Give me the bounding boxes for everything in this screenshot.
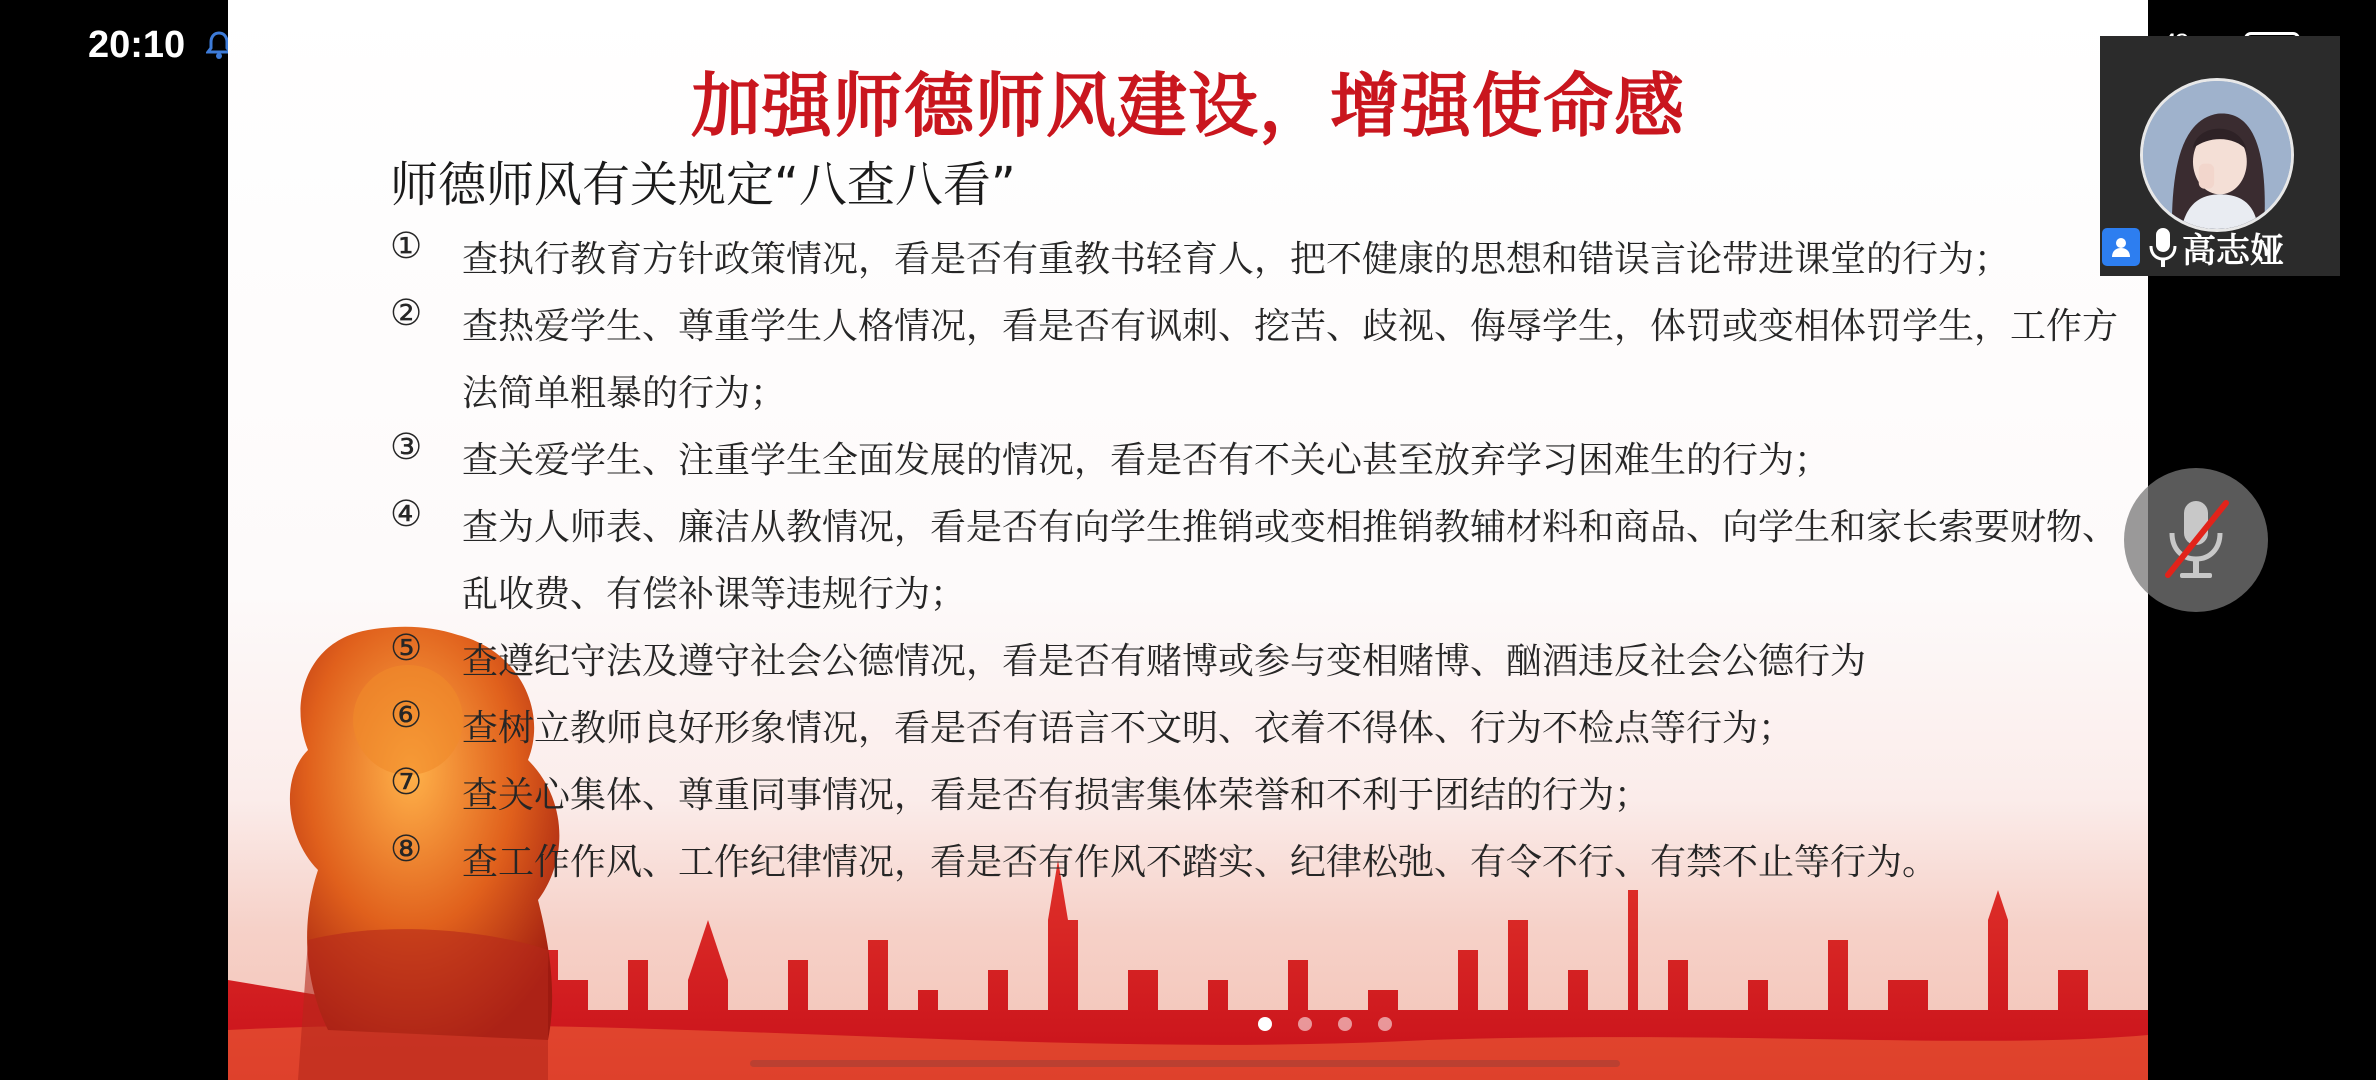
mute-toggle-button[interactable] [2124, 468, 2268, 612]
slide-title: 加强师德师风建设，增强使命感 [691, 65, 1685, 147]
page-dot[interactable] [1378, 1017, 1392, 1031]
rule-text: 查工作作风、工作纪律情况，看是否有作风不踏实、纪律松弛、有令不行、有禁不止等行为。 [462, 842, 1939, 883]
mic-muted-icon [2156, 493, 2236, 587]
rule-text: 查热爱学生、尊重学生人格情况，看是否有讽刺、挖苦、歧视、侮辱学生，体罚或变相体罚学生，工作方法简单粗暴的行为； [462, 306, 2119, 414]
page-dot[interactable] [1258, 1017, 1272, 1031]
rule-number: ⑤ [390, 628, 423, 669]
rule-text: 查为人师表、廉洁从教情况，看是否有向学生推销或变相推销教辅材料和商品、向学生和家长索要财物、乱收费、有偿补课等违规行为； [462, 507, 2119, 615]
slide-subtitle: 师德师风有关规定“八查八看” [390, 157, 1016, 213]
avatar [2140, 78, 2294, 232]
page-dot[interactable] [1338, 1017, 1352, 1031]
rule-number: ② [390, 293, 423, 334]
rule-number: ⑦ [390, 762, 423, 803]
mic-icon [2148, 226, 2178, 268]
page-indicator[interactable] [1258, 1017, 1392, 1031]
participant-name-bar [2100, 222, 2340, 272]
rule-text: 查关爱学生、注重学生全面发展的情况，看是否有不关心甚至放弃学习困难生的行为； [462, 440, 1831, 481]
rule-number: ① [390, 226, 423, 267]
rule-number: ④ [390, 494, 423, 535]
rule-text: 查执行教育方针政策情况，看是否有重教书轻育人，把不健康的思想和错误言论带进课堂的行为； [462, 239, 2011, 280]
page-dot[interactable] [1298, 1017, 1312, 1031]
rule-number: ⑧ [390, 829, 423, 870]
rule-text: 查遵纪守法及遵守社会公德情况，看是否有赌博或参与变相赌博、酗酒违反社会公德行为 [462, 641, 1867, 682]
rule-text: 查关心集体、尊重同事情况，看是否有损害集体荣誉和不利于团结的行为； [462, 775, 1651, 816]
presentation-slide[interactable] [228, 0, 2148, 1080]
status-time: 20:10 [88, 24, 186, 66]
participant-name: 高志娅 [2182, 230, 2284, 271]
rule-number: ③ [390, 427, 423, 468]
rule-number: ⑥ [390, 695, 423, 736]
rule-text: 查树立教师良好形象情况，看是否有语言不文明、衣着不得体、行为不检点等行为； [462, 708, 1795, 749]
participant-video-tile[interactable] [2100, 36, 2340, 276]
home-indicator[interactable] [750, 1060, 1620, 1067]
host-badge-icon [2102, 228, 2140, 266]
